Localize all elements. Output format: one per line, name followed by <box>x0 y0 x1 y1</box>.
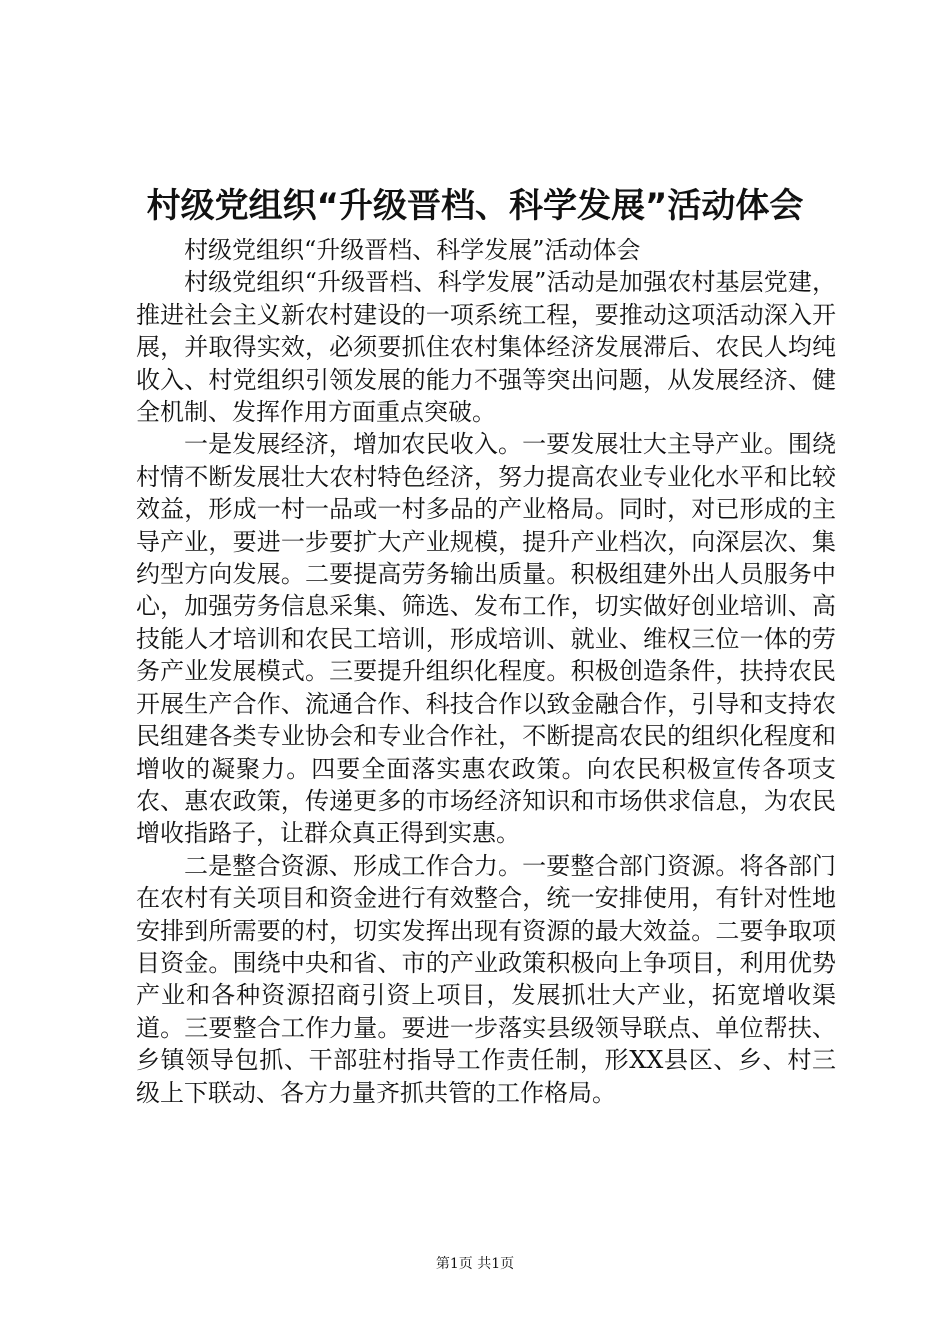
page-footer: 第1页 共1页 <box>435 1256 515 1272</box>
paragraph-subtitle: 村级党组织“升级晋档、科学发展”活动体会 <box>184 236 641 264</box>
paragraph-intro: 村级党组织“升级晋档、科学发展”活动是加强农村基层党建，推进社会主义新农村建设的一项系统工程，要推动这项活动深入开展，并取得实效，必须要抓住农村集体经济发展滞后、农民人均纯收入、村党组织引领发展的能力不强等突出问题，从发展经济、健全机制、发挥作用方面重点突破。 <box>136 268 836 427</box>
paragraph-resources: 二是整合资源、形成工作合力。一要整合部门资源。将各部门在农村有关项目和资金进行有效整合，统一安排使用，有针对性地安排到所需要的村，切实发挥出现有资源的最大效益。二要争取项目资金。围绕中央和省、市的产业政策积极向上争项目，利用优势产业和各种资源招商引资上项目，发展抓壮大产业，拓宽增收渠道。三要整合工作力量。要进一步落实县级领导联点、单位帮扶、乡镇领导包抓、干部驻村指导工作责任制，形XX县区、乡、村三级上下联动、各方力量齐抓共管的工作格局。 <box>136 851 836 1107</box>
document-title: 村级党组织“升级晋档、科学发展”活动体会 <box>146 186 804 226</box>
document-body <box>136 234 836 1109</box>
paragraph-economy: 一是发展经济，增加农民收入。一要发展壮大主导产业。围绕村情不断发展壮大农村特色经济，努力提高农业专业化水平和比较效益，形成一村一品或一村多品的产业格局。同时，对已形成的主导产业，要进一步要扩大产业规模，提升产业档次，向深层次、集约型方向发展。二要提高劳务输出质量。积极组建外出人员服务中心，加强劳务信息采集、筛选、发布工作，切实做好创业培训、高技能人才培训和农民工培训，形成培训、就业、维权三位一体的劳务产业发展模式。三要提升组织化程度。积极创造条件，扶持农民开展生产合作、流通合作、科技合作以致金融合作，引导和支持农民组建各类专业协会和专业合作社，不断提高农民的组织化程度和增收的凝聚力。四要全面落实惠农政策。向农民积极宣传各项支农、惠农政策，传递更多的市场经济知识和市场供求信息，为农民增收指路子，让群众真正得到实惠。 <box>136 430 836 848</box>
